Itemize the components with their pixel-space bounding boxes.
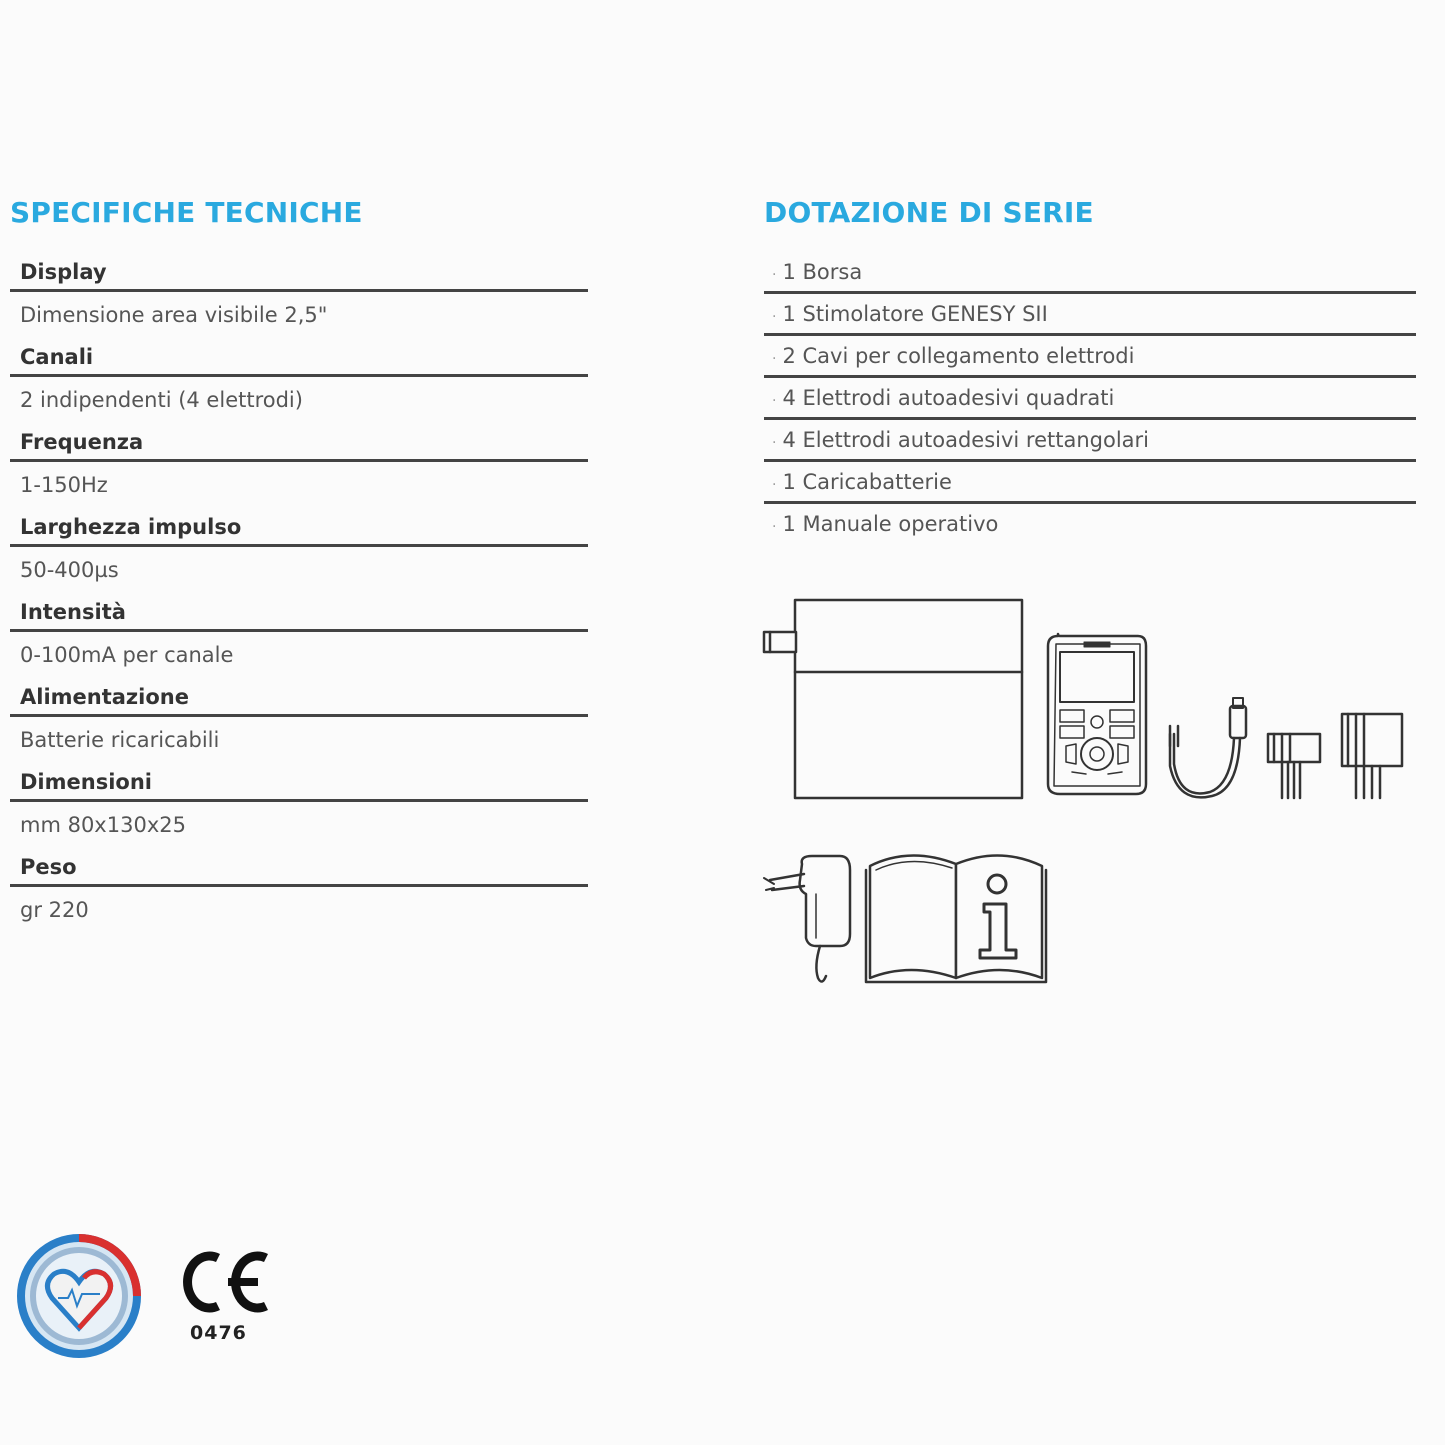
kit-item-label: 1 Manuale operativo	[782, 512, 999, 536]
spec-row-display	[10, 252, 588, 337]
kit-item-label: 4 Elettrodi autoadesivi quadrati	[782, 386, 1115, 410]
list-bullet: ·	[772, 519, 777, 535]
spec-table	[10, 252, 588, 932]
spec-label: Larghezza impulso	[10, 507, 588, 547]
spec-value: gr 220	[20, 898, 89, 922]
list-item	[764, 462, 1416, 504]
spec-value: 1-150Hz	[20, 473, 108, 497]
spec-label: Frequenza	[10, 422, 588, 462]
spec-value: 2 indipendenti (4 elettrodi)	[20, 388, 303, 412]
ce-mark-icon	[188, 1256, 266, 1308]
spec-label: Alimentazione	[10, 677, 588, 717]
specs-title: SPECIFICHE TECNICHE	[10, 196, 363, 229]
list-item	[764, 252, 1416, 294]
list-bullet: ·	[772, 351, 777, 367]
kit-item-label: 1 Stimolatore GENESY SII	[782, 302, 1048, 326]
list-bullet: ·	[772, 477, 777, 493]
kit-item-label: 2 Cavi per collegamento elettrodi	[782, 344, 1135, 368]
spec-value: 50-400µs	[20, 558, 119, 582]
spec-row-weight	[10, 847, 588, 932]
list-bullet: ·	[772, 393, 777, 409]
spec-value: Batterie ricaricabili	[20, 728, 220, 752]
spec-label: Dimensioni	[10, 762, 588, 802]
spec-row-frequency	[10, 422, 588, 507]
list-bullet: ·	[772, 309, 777, 325]
cable-icon	[1170, 698, 1246, 797]
spec-row-power	[10, 677, 588, 762]
ce-notified-body-number: 0476	[190, 1322, 247, 1344]
spec-label: Display	[10, 252, 588, 292]
kit-item-label: 1 Borsa	[782, 260, 863, 284]
list-item	[764, 420, 1416, 462]
list-bullet: ·	[772, 267, 777, 283]
list-item	[764, 504, 1416, 546]
spec-value: Dimensione area visibile 2,5"	[20, 303, 328, 327]
stimulator-device-icon	[1048, 634, 1146, 794]
square-electrode-icon	[1268, 734, 1320, 798]
list-item	[764, 294, 1416, 336]
kit-title: DOTAZIONE DI SERIE	[764, 196, 1094, 229]
spec-label: Canali	[10, 337, 588, 377]
kit-item-label: 1 Caricabatterie	[782, 470, 952, 494]
medical-device-seal-icon	[17, 1234, 141, 1358]
spec-row-pulse-width	[10, 507, 588, 592]
spec-row-channels	[10, 337, 588, 422]
rectangular-electrode-icon	[1342, 714, 1402, 798]
spec-value: mm 80x130x25	[20, 813, 186, 837]
kit-item-label: 4 Elettrodi autoadesivi rettangolari	[782, 428, 1150, 452]
spec-label: Intensità	[10, 592, 588, 632]
kit-illustrations	[760, 594, 1420, 994]
kit-list	[764, 252, 1416, 546]
list-item	[764, 378, 1416, 420]
list-bullet: ·	[772, 435, 777, 451]
bag-icon	[764, 600, 1022, 798]
spec-row-dimensions	[10, 762, 588, 847]
spec-row-intensity	[10, 592, 588, 677]
list-item	[764, 336, 1416, 378]
charger-icon	[764, 856, 850, 982]
certification-marks	[14, 1232, 294, 1362]
spec-value: 0-100mA per canale	[20, 643, 234, 667]
spec-label: Peso	[10, 847, 588, 887]
manual-icon	[866, 855, 1046, 982]
